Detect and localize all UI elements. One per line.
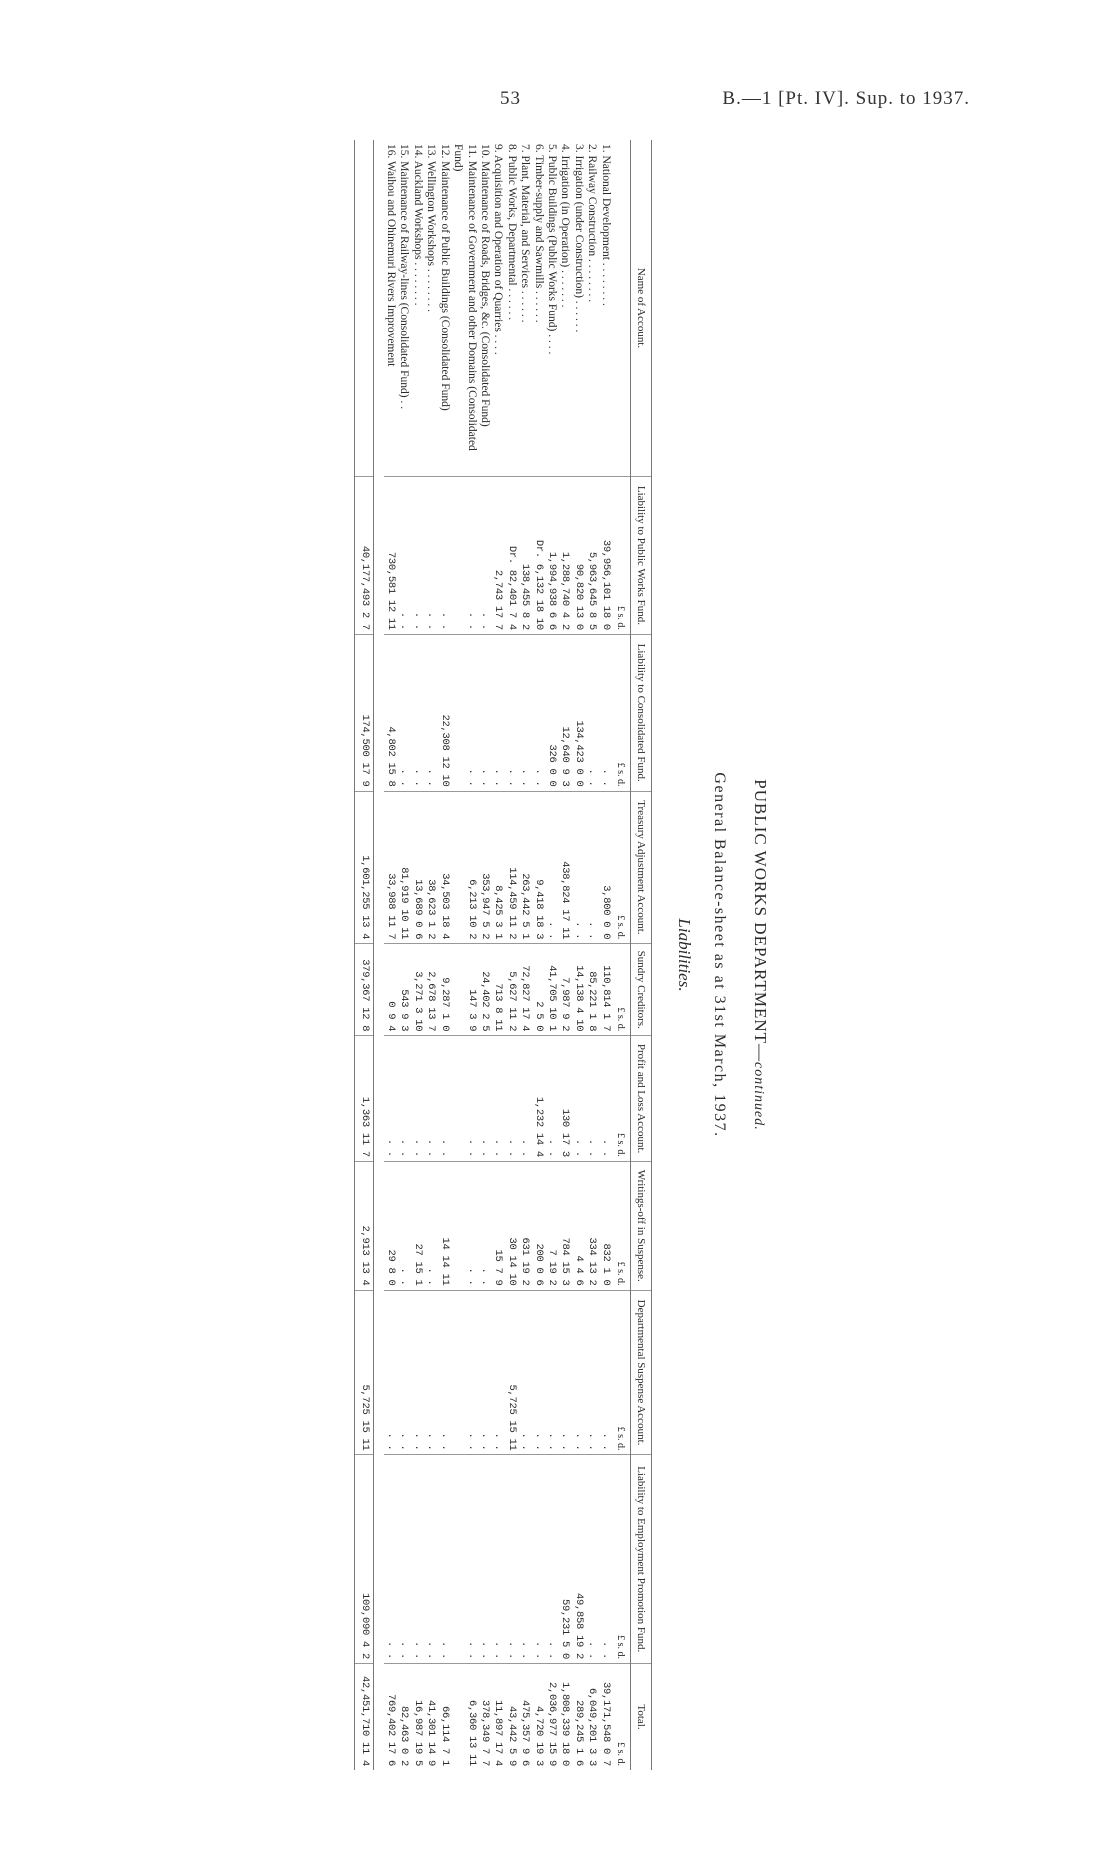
document-reference: B.—1 [Pt. IV]. Sup. to 1937. <box>722 88 970 109</box>
amount-cell: . . <box>545 1036 558 1162</box>
account-name-cell: 8. Public Works, Departmental . . . . . . <box>505 144 518 321</box>
table-row <box>598 140 611 1770</box>
account-name-cell: 4. Irrigation (in Operation) . . . . . . . <box>559 144 572 308</box>
amount-cell: . . <box>451 1036 478 1162</box>
col-header-profit-and-loss: Profit and Loss Account. <box>631 1036 652 1162</box>
amount-cell: . . <box>424 1161 437 1290</box>
amount-cell: 43,442 5 9 <box>504 1664 517 1770</box>
amount-cell: . . <box>571 791 584 944</box>
amount-cell: . . <box>397 1455 410 1664</box>
amount-cell: . . <box>585 634 598 791</box>
grand-total: 42,451,710 11 4 <box>355 1664 373 1770</box>
amount-cell: 9,287 1 0 <box>437 944 450 1036</box>
amount-cell: 4 4 6 <box>571 1161 584 1290</box>
amount-cell: 334 13 2 <box>585 1161 598 1290</box>
account-name-cell: 1. National Development . . . . . . . . <box>599 144 612 306</box>
amount-cell: 39,171,548 0 7 <box>598 1664 611 1770</box>
table-row <box>478 140 491 1770</box>
total-sundry-creditors: 379,367 12 8 <box>355 944 373 1036</box>
unit-label: £ s. d. <box>612 791 631 944</box>
table-row <box>504 140 517 1770</box>
table-row <box>558 140 571 1770</box>
amount-cell: 2,678 13 7 <box>424 944 437 1036</box>
totals-label-cell <box>355 140 373 477</box>
account-name-cell: 3. Irrigation (under Construction) . . . . . . <box>572 144 585 333</box>
department-title: PUBLIC WORKS DEPARTMENT—continued. <box>751 779 770 1131</box>
amount-cell: 11,897 17 4 <box>491 1664 504 1770</box>
total-departmental-suspense: 5,725 15 11 <box>355 1290 373 1455</box>
amount-cell: 475,357 9 6 <box>518 1664 531 1770</box>
amount-cell: . . <box>424 1455 437 1664</box>
unit-label: £ s. d. <box>612 1455 631 1664</box>
amount-cell: . . <box>504 1455 517 1664</box>
account-name-cell: 9. Acquisition and Operation of Quarries . . . . <box>492 144 505 355</box>
amount-cell: 3,800 0 0 <box>598 791 611 944</box>
table-row <box>518 140 531 1770</box>
unit-label: £ s. d. <box>612 1161 631 1290</box>
amount-cell: Dr. 82,401 7 4 <box>504 477 517 635</box>
amount-cell: . . <box>531 634 544 791</box>
amount-cell: . . <box>397 634 410 791</box>
col-header-employment-promotion-fund: Liability to Employment Promotion Fund. <box>631 1455 652 1664</box>
amount-cell: 2,743 17 7 <box>491 477 504 635</box>
amount-cell: . . <box>571 1036 584 1162</box>
amount-cell: 7,987 9 2 <box>558 944 571 1036</box>
account-name-cell: 5. Public Buildings (Public Works Fund) . . . . <box>545 144 558 355</box>
amount-cell: . . <box>504 634 517 791</box>
amount-cell: 200 0 6 <box>531 1161 544 1290</box>
amount-cell: 2 5 0 <box>531 944 544 1036</box>
amount-cell: 39,956,101 18 0 <box>598 477 611 635</box>
amount-cell: . . <box>451 1455 478 1664</box>
amount-cell: 24,402 2 5 <box>478 944 491 1036</box>
amount-cell: 27 15 1 <box>411 1161 424 1290</box>
amount-cell: 72,827 17 4 <box>518 944 531 1036</box>
amount-cell: 769,402 17 6 <box>384 1664 397 1770</box>
amount-cell: . . <box>531 1290 544 1455</box>
amount-cell: 15 7 9 <box>491 1161 504 1290</box>
amount-cell: 16,987 19 5 <box>411 1664 424 1770</box>
amount-cell: . . <box>411 1036 424 1162</box>
amount-cell: 0 9 4 <box>384 944 397 1036</box>
amount-cell: . . <box>598 1455 611 1664</box>
amount-cell: 438,824 17 11 <box>558 791 571 944</box>
table-row <box>397 140 410 1770</box>
amount-cell: . . <box>504 1036 517 1162</box>
amount-cell: . . <box>478 634 491 791</box>
amount-cell: 22,308 12 10 <box>437 634 450 791</box>
amount-cell: 13,689 0 6 <box>411 791 424 944</box>
amount-cell: . . <box>411 1455 424 1664</box>
amount-cell: . . <box>571 1290 584 1455</box>
amount-cell: 1,808,339 18 0 <box>558 1664 571 1770</box>
col-header-name-of-account: Name of Account. <box>631 140 652 477</box>
amount-cell: . . <box>384 1036 397 1162</box>
title-continued: continued. <box>751 1062 766 1131</box>
amount-cell: . . <box>424 477 437 635</box>
account-name-cell: 6. Timber-supply and Sawmills . . . . . . <box>532 144 545 323</box>
amount-cell: 5,963,645 8 5 <box>585 477 598 635</box>
table-row <box>384 140 397 1770</box>
table-row <box>437 140 450 1770</box>
amount-cell: . . <box>411 634 424 791</box>
amount-cell: 784 15 3 <box>558 1161 571 1290</box>
amount-cell: 38,623 1 2 <box>424 791 437 944</box>
amount-cell: . . <box>491 634 504 791</box>
amount-cell: 353,947 5 2 <box>478 791 491 944</box>
amount-cell: 6,049,201 3 3 <box>585 1664 598 1770</box>
amount-cell: . . <box>545 1455 558 1664</box>
amount-cell: 138,455 8 2 <box>518 477 531 635</box>
unit-label: £ s. d. <box>612 634 631 791</box>
amount-cell: 114,459 11 2 <box>504 791 517 944</box>
amount-cell: 12,640 9 3 <box>558 634 571 791</box>
table-row <box>491 140 504 1770</box>
page-number: 53 <box>500 88 521 109</box>
amount-cell: 1,232 14 4 <box>531 1036 544 1162</box>
amount-cell: 832 1 0 <box>598 1161 611 1290</box>
total-writings-off: 2,913 13 4 <box>355 1161 373 1290</box>
account-name-cell: 7. Plant, Material, and Services . . . . . . <box>519 144 532 323</box>
account-name-cell: 2. Railway Construction . . . . . . . . <box>586 144 599 303</box>
amount-cell: 543 9 3 <box>397 944 410 1036</box>
account-name-cell: 12. Maintenance of Public Buildings (Consolidated Fund) <box>438 144 451 411</box>
unit-label: £ s. d. <box>612 477 631 635</box>
amount-cell: . . <box>478 477 491 635</box>
amount-cell: . . <box>531 1455 544 1664</box>
amount-cell: 59,231 5 0 <box>558 1455 571 1664</box>
amount-cell: 6,213 10 2 <box>451 791 478 944</box>
table-row <box>424 140 437 1770</box>
amount-cell: . . <box>397 1290 410 1455</box>
amount-cell: . . <box>424 634 437 791</box>
amount-cell: . . <box>437 1455 450 1664</box>
amount-cell: 3,271 3 10 <box>411 944 424 1036</box>
amount-cell: 378,349 7 7 <box>478 1664 491 1770</box>
amount-cell: Dr. 6,132 18 10 <box>531 477 544 635</box>
amount-cell: 289,245 1 6 <box>571 1664 584 1770</box>
table-row <box>531 140 544 1770</box>
total-profit-and-loss: 1,363 11 7 <box>355 1036 373 1162</box>
amount-cell: 2,036,977 15 9 <box>545 1664 558 1770</box>
amount-cell: . . <box>397 477 410 635</box>
balance-sheet-subtitle: General Balance-sheet as at 31st March, 1937. <box>711 772 728 1138</box>
amount-cell: 14 14 11 <box>437 1161 450 1290</box>
amount-cell: 30 14 10 <box>504 1161 517 1290</box>
amount-cell: . . <box>437 477 450 635</box>
account-name-cell: 13. Wellington Workshops . . . . . . . . <box>425 144 438 312</box>
amount-cell: 1,288,740 4 2 <box>558 477 571 635</box>
col-header-departmental-suspense: Departmental Suspense Account. <box>631 1290 652 1455</box>
amount-cell: . . <box>451 1290 478 1455</box>
amount-cell: . . <box>518 1290 531 1455</box>
amount-cell: . . <box>451 477 478 635</box>
amount-cell: 41,705 10 1 <box>545 944 558 1036</box>
total-public-works-fund: 40,177,493 2 7 <box>355 477 373 635</box>
amount-cell: 5,627 11 2 <box>504 944 517 1036</box>
amount-cell: 41,301 14 9 <box>424 1664 437 1770</box>
liabilities-table <box>354 140 652 1770</box>
amount-cell: . . <box>451 634 478 791</box>
col-header-writings-off: Writings-off in Suspense. <box>631 1161 652 1290</box>
table-row <box>571 140 584 1770</box>
amount-cell: . . <box>437 1036 450 1162</box>
amount-cell: . . <box>491 1036 504 1162</box>
amount-cell: 110,814 1 7 <box>598 944 611 1036</box>
amount-cell: 90,820 13 0 <box>571 477 584 635</box>
amount-cell: . . <box>518 634 531 791</box>
amount-cell: 82,463 0 2 <box>397 1664 410 1770</box>
amount-cell: . . <box>545 1290 558 1455</box>
amount-cell: . . <box>598 1290 611 1455</box>
amount-cell: . . <box>491 1290 504 1455</box>
total-treasury-adjustment: 1,601,255 13 4 <box>355 791 373 944</box>
amount-cell: 6,360 13 11 <box>451 1664 478 1770</box>
units-row <box>612 140 631 1770</box>
amount-cell: . . <box>437 1290 450 1455</box>
col-header-treasury-adjustment: Treasury Adjustment Account. <box>631 791 652 944</box>
unit-label: £ s. d. <box>612 1664 631 1770</box>
amount-cell: 326 0 0 <box>545 634 558 791</box>
amount-cell: 9,418 18 3 <box>531 791 544 944</box>
table-header-row <box>631 140 652 1770</box>
account-name-cell: 16. Waihou and Ohinemuri Rivers Improvement <box>385 144 398 367</box>
amount-cell: 34,503 18 4 <box>437 791 450 944</box>
amount-cell: . . <box>478 1290 491 1455</box>
amount-cell: 33,988 11 7 <box>384 791 397 944</box>
amount-cell: 49,858 19 2 <box>571 1455 584 1664</box>
amount-cell: 1,994,938 6 6 <box>545 477 558 635</box>
amount-cell: . . <box>598 634 611 791</box>
amount-cell: 5,725 15 11 <box>504 1290 517 1455</box>
col-header-total: Total. <box>631 1664 652 1770</box>
amount-cell: . . <box>518 1036 531 1162</box>
table-row <box>545 140 558 1770</box>
table-row <box>585 140 598 1770</box>
amount-cell: . . <box>478 1036 491 1162</box>
amount-cell: . . <box>384 1455 397 1664</box>
col-header-consolidated-fund: Liability to Consolidated Fund. <box>631 634 652 791</box>
account-name-cell: 10. Maintenance of Roads, Bridges, &c. (Consolidated Fund) <box>478 144 491 427</box>
amount-cell: . . <box>585 1455 598 1664</box>
unit-label: £ s. d. <box>612 944 631 1036</box>
amount-cell: 147 3 9 <box>451 944 478 1036</box>
amount-cell: . . <box>598 1036 611 1162</box>
page-header <box>500 88 970 110</box>
amount-cell: . . <box>451 1161 478 1290</box>
account-name-cell: 11. Maintenance of Government and other Domains (Consolidated Fund) <box>452 144 478 451</box>
amount-cell: 8,425 3 1 <box>491 791 504 944</box>
amount-cell: 7 19 2 <box>545 1161 558 1290</box>
section-heading: Liabilities. <box>675 918 694 992</box>
amount-cell: . . <box>384 1290 397 1455</box>
amount-cell: . . <box>545 791 558 944</box>
account-name-cell: 14. Auckland Workshops . . . . . . . . <box>411 144 424 306</box>
table-row <box>411 140 424 1770</box>
unit-label: £ s. d. <box>612 1290 631 1455</box>
amount-cell: 85,221 1 8 <box>585 944 598 1036</box>
amount-cell: . . <box>478 1161 491 1290</box>
amount-cell: 713 8 11 <box>491 944 504 1036</box>
rotated-balance-sheet <box>220 110 780 1800</box>
unit-label: £ s. d. <box>612 1036 631 1162</box>
amount-cell: . . <box>478 1455 491 1664</box>
total-consolidated-fund: 174,500 17 9 <box>355 634 373 791</box>
totals-row <box>355 140 373 1770</box>
amount-cell: 29 8 0 <box>384 1161 397 1290</box>
total-employment-promotion-fund: 109,090 4 2 <box>355 1455 373 1664</box>
table-row <box>451 140 478 1770</box>
amount-cell: . . <box>411 477 424 635</box>
amount-cell: . . <box>491 1455 504 1664</box>
amount-cell: . . <box>585 791 598 944</box>
amount-cell: . . <box>585 1036 598 1162</box>
amount-cell: 134,423 0 0 <box>571 634 584 791</box>
amount-cell: 4,802 15 8 <box>384 634 397 791</box>
amount-cell: . . <box>424 1290 437 1455</box>
amount-cell: 14,138 4 10 <box>571 944 584 1036</box>
amount-cell: . . <box>518 1455 531 1664</box>
amount-cell: . . <box>424 1036 437 1162</box>
col-header-sundry-creditors: Sundry Creditors. <box>631 944 652 1036</box>
amount-cell: 130 17 3 <box>558 1036 571 1162</box>
amount-cell: . . <box>411 1290 424 1455</box>
account-name-cell: 15. Maintenance of Railway-lines (Consolidated Fund) . . <box>398 144 411 410</box>
amount-cell: 4,720 19 3 <box>531 1664 544 1770</box>
amount-cell: . . <box>558 1290 571 1455</box>
amount-cell: 263,442 5 1 <box>518 791 531 944</box>
amount-cell: 730,581 12 11 <box>384 477 397 635</box>
col-header-public-works-fund: Liability to Public Works Fund. <box>631 477 652 635</box>
amount-cell: . . <box>397 1036 410 1162</box>
amount-cell: . . <box>585 1290 598 1455</box>
amount-cell: . . <box>397 1161 410 1290</box>
amount-cell: 81,919 10 11 <box>397 791 410 944</box>
table-body <box>384 140 631 1770</box>
amount-cell: 66,114 7 1 <box>437 1664 450 1770</box>
amount-cell: 631 19 2 <box>518 1161 531 1290</box>
